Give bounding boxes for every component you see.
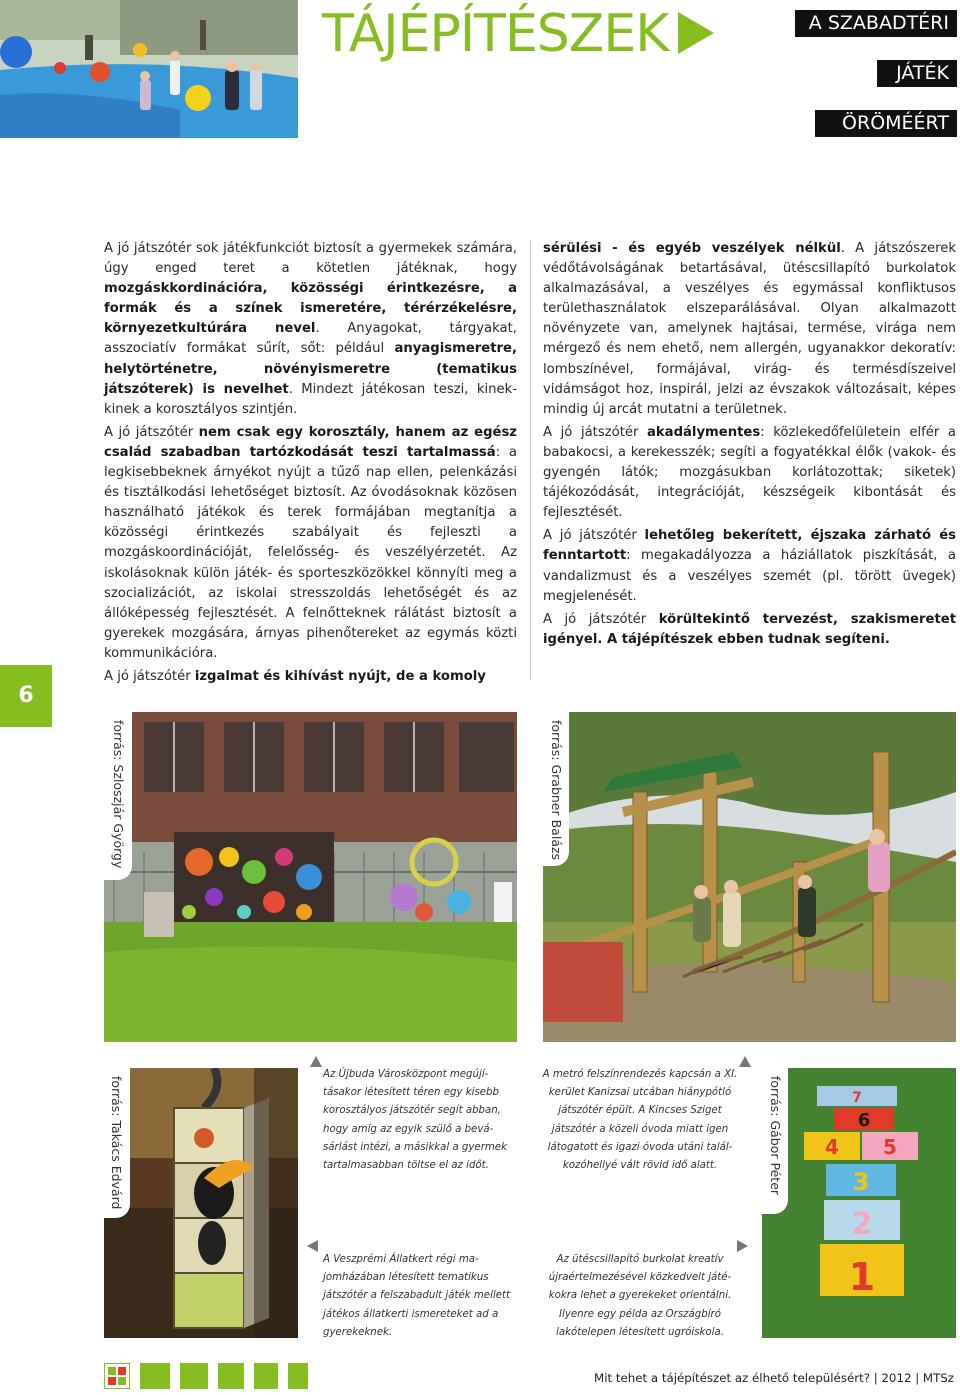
left-column-paragraph <box>104 239 517 420</box>
caption-line: tásakor létesített téren egy kisebb <box>323 1087 499 1099</box>
header-tag-2: JÁTÉK <box>877 60 957 87</box>
caption-line: gyerekeknek. <box>323 1326 393 1338</box>
footer-square-1 <box>140 1363 170 1389</box>
caption-line: A Veszprémi Állatkert régi ma- <box>323 1254 479 1265</box>
caption-pointer-up-icon-2 <box>739 1056 751 1067</box>
bold-text: izgalmat és kihívást nyújt, de a komoly <box>194 668 486 684</box>
footer-square-2 <box>180 1363 208 1389</box>
footer-square-4 <box>254 1363 278 1389</box>
caption-kincses-sziget <box>540 1066 740 1175</box>
photo-veszprem-zoo-playground <box>104 1068 298 1338</box>
caption-line: játékos állatkerti ismereteket ad a <box>323 1308 499 1320</box>
page-title: TÁJÉPÍTÉSZEK <box>322 2 714 66</box>
hopscotch-number-2: 2 <box>851 1207 873 1242</box>
bold-text: anyagismeretre, helytörténetre, növényismeretre (tematikus játszóterek) is nevelhet <box>104 341 517 397</box>
photo-ujbuda-playground <box>104 712 517 1042</box>
header-tag-1: A SZABADTÉRI <box>795 10 957 37</box>
body-text: A jó játszótér <box>543 424 648 440</box>
body-text: . Mindezt játékosan teszi, kinek-kinek a korosztályos szintjén. <box>104 381 517 417</box>
caption-hopscotch <box>540 1251 740 1342</box>
caption-veszprem-zoo <box>323 1251 528 1342</box>
title-arrow-icon <box>678 12 714 54</box>
hopscotch-number-1: 1 <box>848 1255 876 1299</box>
bold-text: körültekintő tervezést, szakismeretet igényel. A tájépítészek ebben tudnak segíteni. <box>543 611 957 647</box>
footer-text: Mit tehet a tájépítészet az élhető településért? | 2012 | MTSz <box>594 1371 954 1385</box>
footer-logo-icon <box>104 1363 130 1389</box>
left-text-column <box>104 239 517 690</box>
photo-credit-4: forrás: Gábor Péter <box>768 1076 783 1196</box>
hopscotch-number-7: 7 <box>852 1090 862 1106</box>
caption-line: kozóhellyé vált rövid idő alatt. <box>562 1160 718 1172</box>
page-number: 6 <box>0 665 52 727</box>
body-text: A jó játszótér sok játékfunkciót biztosít a gyermekek számára, úgy enged teret a kötetlen játéknak, hogy <box>104 241 517 277</box>
body-text: A jó játszótér <box>543 611 659 627</box>
caption-line: sárlást intézi, a másikkal a gyermek <box>323 1141 507 1153</box>
body-text: : megakadályozza a háziállatok piszkítását, a vandalizmust és a veszélyes szemét (pl. törött üvegek) megjelenését. <box>543 548 956 604</box>
caption-line: hogy amíg az egyik szülő a bevá- <box>323 1123 494 1135</box>
hopscotch-number-6: 6 <box>857 1110 871 1131</box>
body-text: A jó játszótér <box>104 424 199 440</box>
header-photo-playground <box>0 0 298 138</box>
hopscotch-number-4: 4 <box>825 1135 839 1159</box>
caption-line: Az Újbuda Városközpont megújí- <box>323 1069 489 1080</box>
caption-line: A metró felszínrendezés kapcsán a XI. <box>542 1069 738 1080</box>
caption-line: újraértelmezésével közkedvelt játé- <box>548 1272 732 1284</box>
hopscotch-number-5: 5 <box>883 1135 897 1159</box>
photo-credit-3: forrás: Takács Edvárd <box>109 1076 124 1210</box>
caption-line: korosztályos játszótér segít abban, <box>323 1105 501 1117</box>
caption-ujbuda <box>323 1066 528 1175</box>
bold-text: nem csak egy korosztály, hanem az egész család szabadban tartózkodását teszi tartalmassá <box>104 424 517 460</box>
caption-line: Ilyenre egy példa az Országbíró <box>559 1308 721 1320</box>
caption-line: lakótelepen létesített ugróiskola. <box>556 1326 724 1338</box>
bold-text: lehetőleg bekerített, éjszaka zárható és fenntartott <box>543 528 956 564</box>
caption-line: játszótér épült. A Kincses Sziget <box>558 1105 722 1117</box>
caption-line: Az ütéscsillapító burkolat kreatív <box>556 1254 724 1265</box>
body-text: A jó játszótér <box>104 668 195 684</box>
caption-line: kokra lehet a gyerekeket orientálni. <box>548 1290 732 1302</box>
right-column-paragraph <box>543 610 956 650</box>
body-text: A jó játszótér <box>543 528 645 544</box>
photo-kincses-sziget-playground <box>543 712 956 1042</box>
right-column-paragraph <box>543 423 956 523</box>
body-text: : közlekedőfelületein elfér a babakocsi, a kerekesszék; segíti a fogyatékkal élők (vakok- és gyengén látók; mozgásukban korlátozottak; siketek) tájékozódását, integrációját, készségeik kibontását és fejlesztését. <box>543 424 956 521</box>
body-text: . Anyagokat, tárgyakat, asszociatív formákat sűrít, sőt: például <box>104 321 517 357</box>
caption-line: látogatott és igazi óvoda utáni talál- <box>547 1141 733 1153</box>
photo-credit-2: forrás: Grabner Balázs <box>549 720 564 861</box>
right-column-paragraph <box>543 239 956 420</box>
caption-line: játszótér a felszabadult játék mellett <box>323 1290 510 1302</box>
left-column-paragraph <box>104 667 517 687</box>
caption-line: jomházában létesített tematikus <box>323 1272 489 1284</box>
photo-credit-1: forrás: Szloszjár György <box>111 720 126 869</box>
caption-line: játszótér a közeli óvoda miatt igen <box>551 1123 729 1135</box>
right-column-paragraph <box>543 526 956 606</box>
bold-text: akadálymentes <box>647 424 761 440</box>
left-column-paragraph <box>104 423 517 664</box>
footer-square-5 <box>288 1363 308 1389</box>
bold-text: mozgáskkordinációra, közösségi érintkezésre, a formák és a színek ismeretére, térérzékelésre, környezetkultúrára nevel <box>104 281 517 337</box>
photo-hopscotch <box>762 1068 956 1338</box>
bold-text: sérülési - és egyéb veszélyek nélkül <box>543 241 841 256</box>
column-divider <box>530 240 531 680</box>
body-text: : a legkisebbeknek árnyékot nyújt a tűző nap ellen, pelenkázási és tisztálkodási lehetőséget biztosít. Az óvodásoknak közösen használható játékok és terek formájában megtanítja a közösségi érintkezés szabályait és fejleszti a mozgáskoordinációját, felelősség- és veszélyérzetét. Az iskolásoknak külön játék- és sporteszközökkel könnyíti meg a szocializációt, az iskolai stresszoldás lehetőségét és az állóképesség fejlesztését. A felnőtteknek rálátást biztosít a gyerekek mozgására, árnyas pihenőtereket az egymás közti kommunikációra. <box>104 444 518 661</box>
caption-pointer-up-icon <box>310 1056 322 1067</box>
footer-square-3 <box>218 1363 244 1389</box>
header-tag-3: ÖRÖMÉÉRT <box>815 110 957 137</box>
caption-line: tartalmasabban töltse el az időt. <box>323 1160 489 1172</box>
caption-pointer-left-icon <box>307 1240 318 1252</box>
right-text-column <box>543 239 956 653</box>
hopscotch-number-3: 3 <box>852 1168 870 1196</box>
caption-line: kerület Kanizsai utcában hiánypótló <box>548 1087 732 1099</box>
body-text: . A játszószerek védőtávolságának betartásával, ütéscsillapító burkolatok alkalmazásával, a veszélyes és egymással konfliktusos területhasználatok elszeparálásával. Olyan alkalmazott növényzete van, amelynek hajtásai, termése, virága nem mérgező és nem ehető, nem allergén, ugyanakkor dekoratív: lombszínével, formájával, virág- és termésdíszeivel vidámságot hoz, inspirál, jelzi az évszakok változásait, képes mindig új arcát mutatni a területnek. <box>543 241 956 417</box>
